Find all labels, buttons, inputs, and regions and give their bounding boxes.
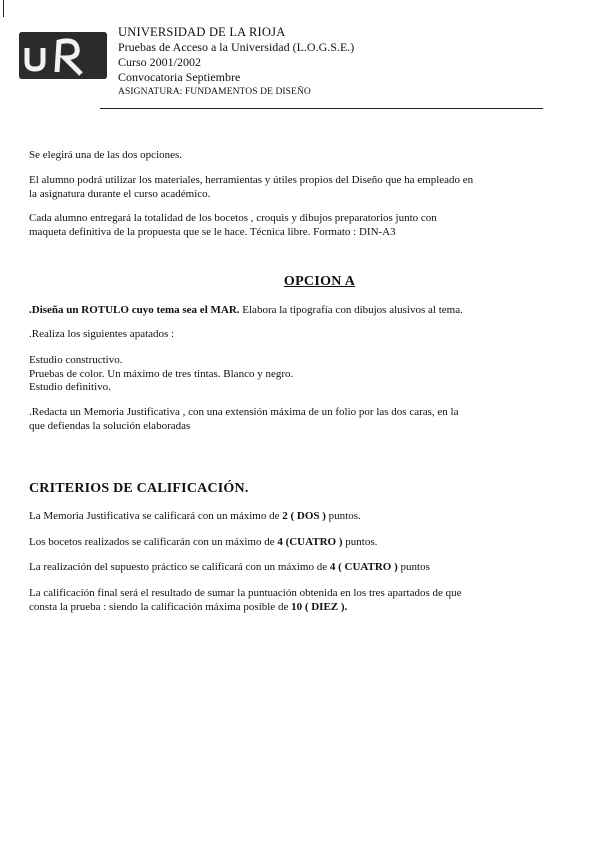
subject-label: ASIGNATURA: [118, 87, 183, 97]
final-line [29, 601, 549, 615]
document-header [118, 25, 354, 100]
option-a-heading [0, 274, 601, 290]
university-name: UNIVERSIDAD DE LA RIOJA [118, 25, 286, 39]
step-item: Estudio constructivo. [29, 354, 123, 366]
option-a-steps [29, 354, 549, 395]
step-item: Estudio definitivo. [29, 381, 111, 393]
intro-deliverables-line: maqueta definitiva de la propuesta que se le hace. Técnica libre. Formato : DIN-A3 [29, 225, 396, 238]
exam-title: Pruebas de Acceso a la Universidad (L.O.G.S.E.) [118, 40, 355, 54]
subject-name: FUNDAMENTOS DE DISEÑO [184, 87, 311, 97]
memoria-line: que defiendas la solución elaboradas [29, 419, 191, 432]
option-a-memoria [29, 406, 549, 433]
option-a-title: OPCION A [283, 274, 356, 289]
criterion-points: 4 ( CUATRO ) [329, 561, 398, 573]
criterion-text: La realización del supuesto práctico se calificará con un máximo de [29, 561, 330, 573]
option-a-task [29, 304, 549, 318]
criterion-text: puntos. [342, 536, 378, 548]
exam-session: Convocatoria Septiembre [118, 70, 241, 84]
criterion-bocetos [29, 536, 549, 550]
criterion-points: 2 ( DOS ) [282, 510, 326, 522]
criterion-text: Los bocetos realizados se calificarán con un máximo de [29, 536, 278, 548]
intro-choose-option: Se elegirá una de las dos opciones. [29, 149, 183, 161]
task-statement-rest: Elabora la tipografía con dibujos alusivos al tema. [239, 304, 463, 316]
criterion-text: puntos [397, 561, 430, 573]
step-item: Pruebas de color. Un máximo de tres tintas. Blanco y negro. [29, 367, 294, 380]
criterion-practico [29, 561, 549, 575]
intro-deliverables-line: Cada alumno entregará la totalidad de los bocetos , croquis y dibujos preparatorios junto con [29, 212, 437, 224]
criterion-memoria [29, 510, 549, 524]
criterion-points: 4 (CUATRO ) [277, 536, 343, 548]
criteria-heading: CRITERIOS DE CALIFICACIÓN. [29, 481, 249, 496]
criterion-final [29, 587, 549, 614]
option-a-sections-intro: .Realiza los siguientes apatados : [29, 328, 175, 340]
intro-materials-line: El alumno podrá utilizar los materiales, herramientas y útiles propios del Diseño que ha empleado en [29, 174, 474, 186]
final-points: 10 ( DIEZ ). [291, 600, 348, 613]
criterion-text: puntos. [325, 510, 361, 522]
criterion-text: La Memoria Justificativa se calificará con un máximo de [29, 510, 283, 522]
course-year: Curso 2001/2002 [118, 55, 202, 69]
task-statement-bold: .Diseña un ROTULO cuyo tema sea el MAR. [29, 304, 240, 316]
memoria-line: .Redacta un Memoria Justificativa , con una extensión máxima de un folio por las dos caras, en la [29, 406, 459, 418]
header-divider [100, 108, 543, 109]
page-edge-mark [3, 0, 4, 17]
final-line: La calificación final será el resultado de sumar la puntuación obtenida en los tres apartados de que [29, 587, 462, 599]
subject-line [118, 85, 354, 100]
intro-materials-line: la asignatura durante el curso académico. [29, 187, 211, 200]
university-logo [19, 32, 107, 79]
final-text: consta la prueba : siendo la calificación máxima posible de [29, 600, 292, 613]
intro-materials [29, 174, 549, 201]
intro-deliverables [29, 212, 549, 239]
